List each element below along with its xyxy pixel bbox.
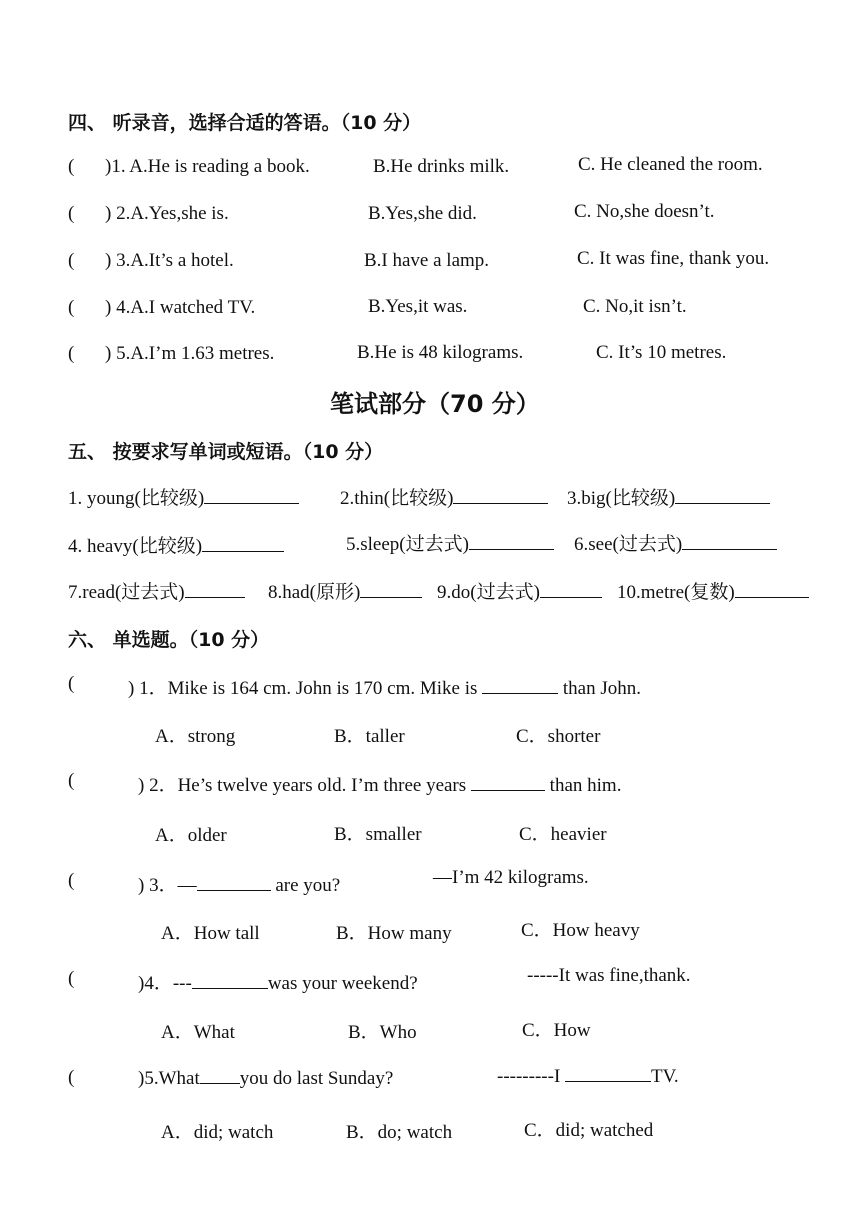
- s4-q3-a: ) 3.A.It’s a hotel.: [105, 250, 234, 271]
- s5-item-9: 9.do(过去式): [437, 577, 602, 604]
- answer-blank[interactable]: [540, 581, 602, 598]
- s6-q1-option-c[interactable]: C．shorter: [516, 726, 601, 747]
- s6-q1-option-a[interactable]: A．strong: [155, 726, 236, 747]
- section5-heading: 五、 按要求写单词或短语。（10 分）: [68, 441, 384, 463]
- s6-q1-stem: ) 1．Mike is 164 cm. John is 170 cm. Mike is than John.: [128, 678, 641, 699]
- s6-q5-option-a[interactable]: A．did; watch: [161, 1122, 274, 1143]
- s4-q1-c: C. He cleaned the room.: [578, 154, 763, 175]
- answer-blank[interactable]: [360, 581, 422, 598]
- answer-blank[interactable]: [202, 535, 284, 552]
- s6-q4-paren: (: [68, 968, 75, 989]
- s4-q1-paren: (: [68, 156, 75, 177]
- s4-q2-paren: (: [68, 203, 75, 224]
- s6-q3-option-a[interactable]: A．How tall: [161, 923, 260, 944]
- s6-q5-option-b[interactable]: B．do; watch: [346, 1122, 453, 1143]
- s4-q4-c: C. No,it isn’t.: [583, 296, 687, 317]
- s5-item-8: 8.had(原形): [268, 577, 422, 604]
- answer-blank[interactable]: [471, 774, 545, 791]
- s6-q1-paren: (: [68, 673, 75, 694]
- s6-q5-option-c[interactable]: C．did; watched: [524, 1120, 654, 1141]
- answer-blank[interactable]: [453, 487, 548, 504]
- written-part-title: 笔试部分（70 分）: [330, 390, 540, 418]
- answer-blank[interactable]: [675, 487, 770, 504]
- s5-item-4: 4. heavy(比较级): [68, 531, 284, 558]
- s6-q2-option-a[interactable]: A．older: [155, 825, 227, 846]
- s4-q1-b: B.He drinks milk.: [373, 156, 510, 177]
- s6-q2-paren: (: [68, 770, 75, 791]
- answer-blank[interactable]: [197, 874, 271, 891]
- s4-q3-c: C. It was fine, thank you.: [577, 248, 770, 269]
- s5-item-3: 3.big(比较级): [567, 483, 770, 510]
- answer-blank[interactable]: [482, 677, 558, 694]
- s6-q4-reply: -----It was fine,thank.: [527, 965, 691, 986]
- s6-q3-stem: ) 3．— are you?: [138, 875, 341, 896]
- answer-blank[interactable]: [565, 1065, 651, 1082]
- answer-blank[interactable]: [682, 533, 777, 550]
- s4-q1-a: )1. A.He is reading a book.: [105, 156, 310, 177]
- s4-q4-a: ) 4.A.I watched TV.: [105, 297, 256, 318]
- s4-q5-paren: (: [68, 343, 75, 364]
- s4-q3-paren: (: [68, 250, 75, 271]
- s6-q3-reply: —I’m 42 kilograms.: [433, 867, 589, 888]
- s5-item-1: 1. young(比较级): [68, 483, 299, 510]
- s6-q2-stem: ) 2．He’s twelve years old. I’m three years than him.: [138, 775, 622, 796]
- s4-q2-a: ) 2.A.Yes,she is.: [105, 203, 229, 224]
- s6-q5-stem: )5.What you do last Sunday?: [138, 1068, 394, 1089]
- s4-q5-a: ) 5.A.I’m 1.63 metres.: [105, 343, 275, 364]
- s6-q4-stem: )4．--- was your weekend?: [138, 973, 418, 994]
- s6-q3-paren: (: [68, 870, 75, 891]
- s4-q5-b: B.He is 48 kilograms.: [357, 342, 524, 363]
- s5-item-6: 6.see(过去式): [574, 529, 777, 556]
- answer-blank[interactable]: [469, 533, 554, 550]
- s4-q2-c: C. No,she doesn’t.: [574, 201, 715, 222]
- answer-blank[interactable]: [735, 581, 809, 598]
- s6-q3-option-b[interactable]: B．How many: [336, 923, 452, 944]
- s6-q4-option-c[interactable]: C．How: [522, 1020, 591, 1041]
- s5-item-10: 10.metre(复数): [617, 577, 809, 604]
- s6-q2-option-c[interactable]: C．heavier: [519, 824, 607, 845]
- answer-blank[interactable]: [192, 972, 268, 989]
- section6-heading: 六、 单选题。（10 分）: [68, 629, 270, 651]
- answer-blank[interactable]: [204, 487, 299, 504]
- section4-heading: 四、 听录音，选择合适的答语。（10 分）: [68, 112, 422, 134]
- s6-q1-option-b[interactable]: B．taller: [334, 726, 405, 747]
- s5-item-7: 7.read(过去式): [68, 577, 245, 604]
- s6-q5-paren: (: [68, 1067, 75, 1088]
- s4-q4-paren: (: [68, 297, 75, 318]
- s6-q4-option-b[interactable]: B．Who: [348, 1022, 417, 1043]
- s5-item-5: 5.sleep(过去式): [346, 529, 554, 556]
- s4-q3-b: B.I have a lamp.: [364, 250, 490, 271]
- answer-blank[interactable]: [185, 581, 245, 598]
- s4-q2-b: B.Yes,she did.: [368, 203, 477, 224]
- s6-q3-option-c[interactable]: C．How heavy: [521, 920, 640, 941]
- s6-q5-reply: ---------I TV.: [497, 1066, 679, 1087]
- s6-q4-option-a[interactable]: A．What: [161, 1022, 235, 1043]
- s4-q5-c: C. It’s 10 metres.: [596, 342, 727, 363]
- answer-blank[interactable]: [200, 1067, 240, 1084]
- s6-q2-option-b[interactable]: B．smaller: [334, 824, 422, 845]
- s4-q4-b: B.Yes,it was.: [368, 296, 468, 317]
- s5-item-2: 2.thin(比较级): [340, 483, 548, 510]
